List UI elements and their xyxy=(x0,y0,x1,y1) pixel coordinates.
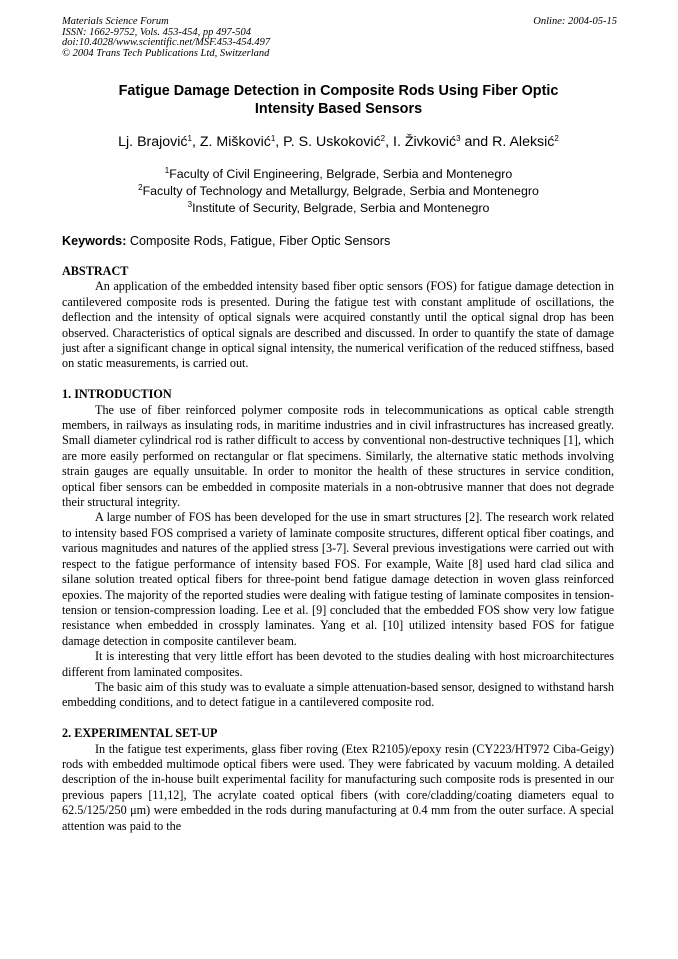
paper-body xyxy=(62,264,614,834)
paragraph: A large number of FOS has been developed for the use in smart structures [2]. The research work related to intensity based FOS comprised a variety of laminate composite structures, different optical fiber coatings, and various magnitudes and natures of the applied stress [3-7]. Several previous investigations were carried out with respect to the fatigue performance of intensity based FOS. For example, Waite [8] used hard clad silica and silane solution treated optical fibers for three-point bend fatigue damage detection in woven glass reinforced epoxies. The majority of the reported studies were dealing with fatigue testing of laminate composites in tension-tension or tension-compression loading. Lee et al. [9] concluded that the embedded FOS show very low fatigue resistance when embedded in crossply laminates. Yang et al. [10] utilized intensity based FOS for fatigue damage detection in composite cantilever beam. xyxy=(62,510,614,648)
keywords-text: Composite Rods, Fatigue, Fiber Optic Sensors xyxy=(129,234,391,248)
author-affiliation-mark: 1 xyxy=(270,134,276,143)
author-list: Lj. Brajović$^1$, Z. Mišković$^1$, P. S. Uskoković$^2$, I. Živković$^3$ and R. Aleksić$^2$ xyxy=(118,134,559,150)
author-name: P. S. Uskoković xyxy=(283,134,381,150)
author-name: I. Živković xyxy=(393,134,457,150)
affiliation-text: Faculty of Technology and Metallurgy, Belgrade, Serbia and Montenegro xyxy=(142,184,539,198)
affiliation-mark: 1 xyxy=(164,166,170,175)
abstract-text: An application of the embedded intensity based fiber optic sensors (FOS) for fatigue damage detection in cantilevered composite rods is presented. During the fatigue test with constant amplitude of oscillations, the deflection and the intensity of optical signals were acquired constantly until the optical signal drop has been observed. Characteristics of optical signals are described and discussed. In order to quantify the state of damage just after a significant change in optical signal intensity, the numerical verification of the reduced stiffness, based on static measurements, is carried out. xyxy=(62,279,614,371)
paragraph: The use of fiber reinforced polymer composite rods in telecommunications as optical cable strength members, in railways as insulating rods, in maritime industries and in civil infrastructures has increased greatly. Small diameter cylindrical rod is rather difficult to access by conventional non-destructive techniques [1], which are more easily performed on rectangular or flat specimens. Similarly, the alternative static methods involving strain gauges are equally unsuitable. In order to monitor the health of these structures in service condition, optical fiber sensors can be embedded in composite materials in a non-obtrusive manner that does not degrade their structural integrity. xyxy=(62,402,614,510)
publication-header xyxy=(62,17,617,59)
setup-heading: 2. EXPERIMENTAL SET-UP xyxy=(62,726,218,741)
author-affiliation-mark: 3 xyxy=(456,134,461,143)
affiliation-mark: 3 xyxy=(187,200,193,209)
journal-name: Materials Science Forum xyxy=(62,16,169,27)
issn-line: ISSN: 1662-9752, Vols. 453-454, pp 497-504 xyxy=(62,26,251,38)
affiliation xyxy=(62,183,615,200)
author-name: R. Aleksić xyxy=(492,134,555,150)
author-affiliation-mark: 2 xyxy=(554,134,559,143)
author-affiliation-mark: 2 xyxy=(380,134,386,143)
author-affiliation-mark: 1 xyxy=(187,134,192,143)
title-line-1: Fatigue Damage Detection in Composite Rods Using Fiber Optic xyxy=(118,83,559,99)
abstract-heading: ABSTRACT xyxy=(62,264,129,278)
author-name: Lj. Brajović xyxy=(118,134,188,150)
affiliation xyxy=(62,200,615,217)
paragraph: The basic aim of this study was to evaluate a simple attenuation-based sensor, designed to withstand harsh embedding conditions, and to detect fatigue in a cantilevered composite rod. xyxy=(62,679,614,710)
keywords-label: Keywords: xyxy=(62,234,127,248)
affiliation-list xyxy=(62,166,615,217)
affiliation xyxy=(62,166,615,183)
introduction-heading: 1. INTRODUCTION xyxy=(62,387,172,402)
online-date: Online: 2004-05-15 xyxy=(533,16,617,27)
paper-title xyxy=(62,82,615,118)
affiliation-mark: 2 xyxy=(138,183,143,192)
paragraph: In the fatigue test experiments, glass fiber roving (Etex R2105)/epoxy resin (CY223/HT972 Ciba-Geigy) rods with embedded multimode optical fibers were used. They were fabricated by vacuum molding. A detailed description of the in-house built experimental facility for manufacturing such composite rods is presented in our previous papers [11,12], The acrylate coated optical fibers (with core/cladding/coating diameters equal to 62.5/125/250 μm) were embedded in the rods during manufacturing at 0.4 mm from the outer surface. A special attention was paid to the xyxy=(62,741,614,833)
paragraph: It is interesting that very little effort has been devoted to the studies dealing with host microarchitectures different from laminated composites. xyxy=(62,649,614,679)
author-name: Z. Mišković xyxy=(199,134,271,150)
affiliation-text: Institute of Security, Belgrade, Serbia and Montenegro xyxy=(192,201,490,215)
title-line-2: Intensity Based Sensors xyxy=(254,101,423,117)
doi-line: doi:10.4028/www.scientific.net/MSF.453-454.497 xyxy=(62,37,271,49)
affiliation-text: Faculty of Civil Engineering, Belgrade, Serbia and Montenegro xyxy=(169,167,513,181)
copyright-line: © 2004 Trans Tech Publications Ltd, Switzerland xyxy=(62,47,270,59)
keywords xyxy=(62,233,615,249)
authors-conjunction: and xyxy=(464,134,489,150)
